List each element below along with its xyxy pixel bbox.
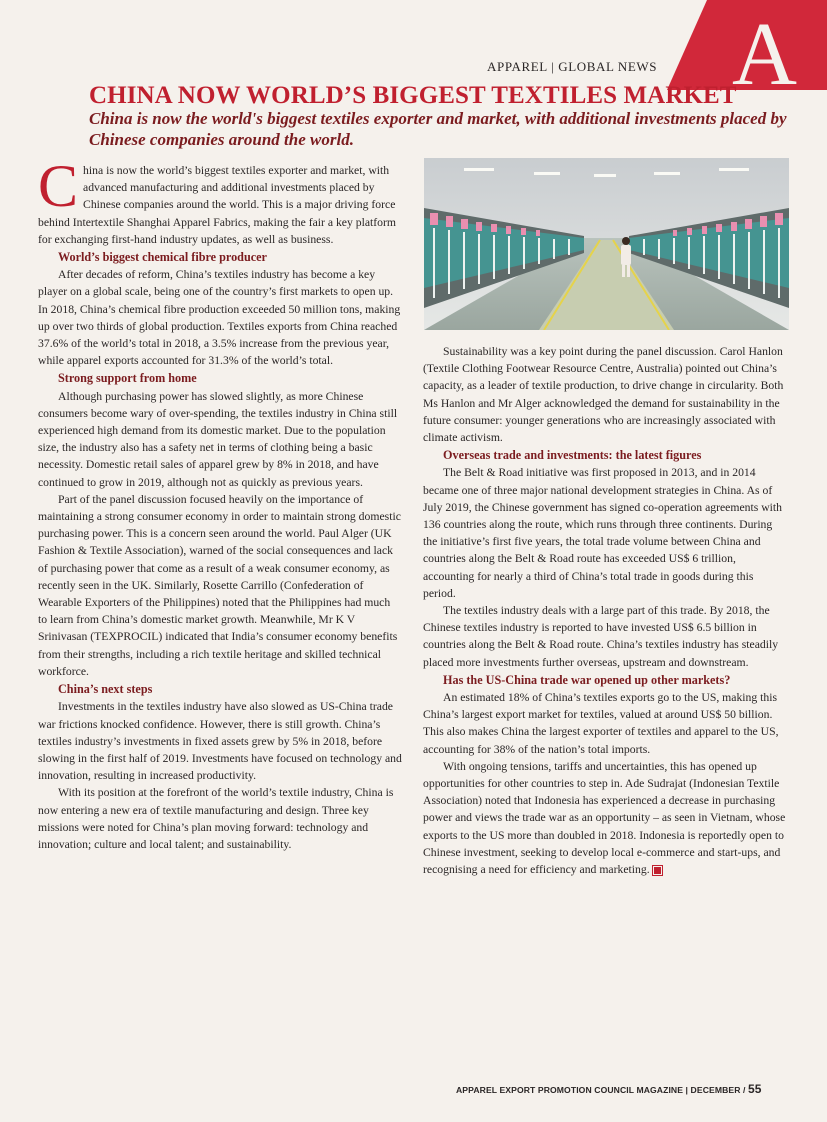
paragraph: Investments in the textiles industry have also slowed as US-China trade war frictions knocked confidence. However, there is still growth. China’s textiles industry’s investments in fixed assets grew by 5% in 2018, before slowing in the first half of 2019. Investments have focused on technology and innovation, resulting in increased productivity. xyxy=(38,700,402,783)
subheading-overseas-trade: Overseas trade and investments: the latest figures xyxy=(443,448,702,463)
left-column xyxy=(38,153,402,853)
subheading-next-steps: China’s next steps xyxy=(58,682,153,697)
section-label: APPAREL | GLOBAL NEWS xyxy=(487,59,658,74)
article-subtitle: China is now the world's biggest textiles exporter and market, with additional investments placed by Chinese companies around the world. xyxy=(89,109,787,149)
section-corner-logo xyxy=(667,0,827,90)
subheading-chemical-fibre: World’s biggest chemical fibre producer xyxy=(58,250,267,265)
page-number: 55 xyxy=(748,1082,762,1096)
paragraph: The Belt & Road initiative was first proposed in 2013, and in 2014 became one of three major national development strategies in China. As of July 2019, the Chinese government has signed co-operation agreements with 136 countries along the route, which runs through three continents. During the initiative’s first five years, the total trade volume between China and countries along the Belt & Road route has exceeded US$ 6 trillion, accounting for nearly a third of China’s total trade in goods during this period. xyxy=(423,466,782,600)
paragraph: With its position at the forefront of the world’s textile industry, China is now entering a new era of textile manufacturing and design. Three key missions were noted for China’s plan moving forward: technology and innovation; culture and local talent; and sustainability. xyxy=(38,786,394,851)
paragraph: An estimated 18% of China’s textiles exports go to the US, making this China’s largest export market for textiles, valued at around US$ 50 billion. This also makes China the largest exporter of textiles and apparel to the US, accounting for 38% of the nation’s total imports. xyxy=(423,691,779,756)
drop-cap: C xyxy=(38,153,79,219)
textile-factory-photo xyxy=(424,158,789,330)
subheading-strong-support: Strong support from home xyxy=(58,371,197,386)
right-column xyxy=(423,343,788,878)
end-of-article-icon xyxy=(653,866,662,875)
paragraph-final: With ongoing tensions, tariffs and uncertainties, this has opened up opportunities for other countries to step in. Ade Sudrajat (Indonesian Textile Association) noted that Indonesia has experienced a decrease in purchasing power and views the trade war as an opportunity – as seen in Vietnam, whose exports to the US more than doubled in 2018. Indonesia is reportedly open to Chinese investment, seeking to develop local e-commerce and start-ups, and recognising a need for efficiency and marketing. xyxy=(423,759,786,877)
paragraph: Although purchasing power has slowed slightly, as more Chinese consumers become wary of over-spending, the textiles industry in China still experienced high demand from its domestic market. Due to the population size, the industry also has a safety net in terms of clothing being a basic necessity. Domestic retail sales of apparel grew by 8% in 2018, and have continued to grow in 2019, although not as quickly as previous years. xyxy=(38,389,398,489)
intro-paragraph: China is now the world’s biggest textiles exporter and market, with advanced manufacturing and additional investments placed by Chinese companies around the world. This is a major driving force behind Intertextile Shanghai Apparel Fabrics, making the fair a key platform for exchanging first-hand industry updates, as well as business. xyxy=(38,153,396,246)
footer-magazine-name: APPAREL EXPORT PROMOTION COUNCIL MAGAZINE | DECEMBER / xyxy=(456,1085,746,1095)
page-footer xyxy=(456,1082,762,1096)
paragraph: The textiles industry deals with a large part of this trade. By 2018, the Chinese textiles industry is reported to have invested US$ 6.5 billion in countries along the Belt & Road route. China’s textiles industry has steadily placed more investments further overseas, upstream and downstream. xyxy=(423,604,779,669)
corner-letter: A xyxy=(732,5,797,90)
article-title: CHINA NOW WORLD’S BIGGEST TEXTILES MARKET xyxy=(89,82,737,109)
subheading-trade-war: Has the US-China trade war opened up other markets? xyxy=(443,672,731,687)
paragraph: After decades of reform, China’s textiles industry has become a key player on a global scale, being one of the country’s first markets to open up. In 2018, China’s chemical fibre production exceeded 50 million tons, making up over two thirds of global production. Textiles exports from China reached 37.6% of the world’s total in 2018, a 3.5% increase from the previous year, while apparel exports accounted for 31.3% of the world’s total. xyxy=(38,268,401,368)
paragraph: Part of the panel discussion focused heavily on the importance of maintaining a strong consumer economy in order to maintain strong domestic purchasing power. This is a concern seen around the world. Paul Alger (UK Fashion & Textile Association), warned of the social consequences and lack of purchasing power that come as a result of a weak consumer economy, as recently seen in the UK. Similarly, Rosette Carrillo (Confederation of Wearable Exporters of the Philippines) noted that the Philippines had much to learn from China’s domestic market growth. Meanwhile, Mr K V Srinivasan (TEXPROCIL) indicated that India’s consumer economy benefits from their strengths, including a rich textile heritage and skilled technical workforce. xyxy=(38,492,401,678)
paragraph: Sustainability was a key point during the panel discussion. Carol Hanlon (Textile Clothing Footwear Resource Centre, Australia) pointed out China’s capacity, as a leader of textile production, to drive change in circularity. Both Ms Hanlon and Mr Alger acknowledged the demand for sustainability in the future consumer: younger generations who are increasingly associated with climate activism. xyxy=(423,345,784,445)
